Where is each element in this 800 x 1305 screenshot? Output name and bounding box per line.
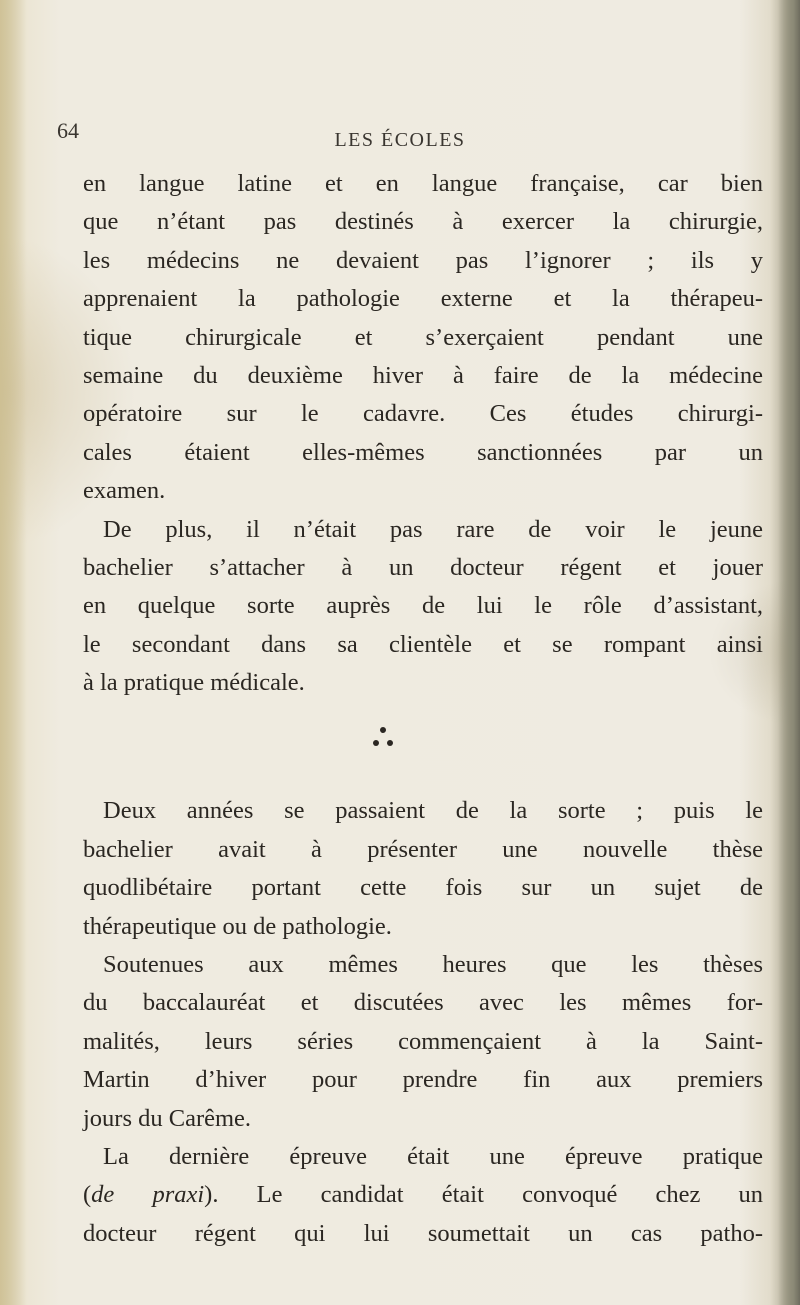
text-line: le secondant dans sa clientèle et se rompant ainsi — [83, 630, 763, 658]
text-line: en quelque sorte auprès de lui le rôle d’assistant, — [83, 592, 763, 620]
paren-open: ( — [83, 1181, 92, 1209]
paragraph-3 — [83, 792, 763, 946]
text-line: docteur régent qui lui soumettait un cas patho- — [83, 1219, 763, 1247]
text-line: quodlibétaire portant cette fois sur un sujet de — [83, 874, 763, 902]
paragraph-1 — [83, 165, 763, 511]
text-line: que n’étant pas destinés à exercer la chirurgie, — [83, 208, 763, 236]
text-line: à la pratique médicale. — [83, 669, 305, 697]
text-line: Martin d’hiver pour prendre fin aux premiers — [83, 1066, 763, 1094]
text-line: les médecins ne devaient pas l’ignorer ; ils y — [83, 246, 763, 274]
text-line: thérapeutique ou de pathologie. — [83, 912, 392, 940]
text-line: bachelier s’attacher à un docteur régent et jouer — [83, 553, 763, 581]
latin-phrase: de praxi — [91, 1181, 205, 1209]
text-line: en langue latine et en langue française, car bien — [83, 170, 763, 197]
separator-dot — [380, 727, 386, 733]
section-separator — [83, 702, 763, 792]
text-line: Soutenues aux mêmes heures que les thèses — [103, 951, 763, 979]
paragraph-2 — [83, 511, 763, 703]
text-line: semaine du deuxième hiver à faire de la médecine — [83, 361, 763, 389]
separator-dot — [387, 740, 393, 746]
text-line: examen. — [83, 477, 166, 505]
text-line: bachelier avait à présenter une nouvelle thèse — [83, 835, 763, 863]
page-number: 64 — [57, 118, 79, 143]
page-edge-right — [778, 0, 800, 1305]
text-line: La dernière épreuve était une épreuve pratique — [103, 1142, 763, 1170]
text-line: De plus, il n’était pas rare de voir le jeune — [103, 515, 763, 543]
paragraph-4 — [83, 946, 763, 1138]
separator-dot — [373, 740, 379, 746]
body-text — [83, 165, 763, 1253]
text-line: cales étaient elles-mêmes sanctionnées par un — [83, 438, 763, 466]
text-line: tique chirurgicale et s’exerçaient pendant une — [83, 323, 763, 351]
text-line: du baccalauréat et discutées avec les mêmes for- — [83, 989, 763, 1017]
text-line: apprenaient la pathologie externe et la thérapeu- — [83, 285, 763, 313]
text-line: jours du Carême. — [83, 1104, 252, 1132]
text-line: opératoire sur le cadavre. Ces études chirurgi- — [83, 400, 763, 428]
text-line — [83, 1176, 763, 1214]
paragraph-5 — [83, 1138, 763, 1253]
text-line: Deux années se passaient de la sorte ; puis le — [103, 797, 763, 825]
text-line: malités, leurs séries commençaient à la Saint- — [83, 1027, 763, 1055]
line-remainder: ). Le candidat était convoqué chez un — [204, 1181, 763, 1209]
page-edge-left — [0, 0, 26, 1305]
running-title: LES ÉCOLES — [334, 129, 466, 151]
